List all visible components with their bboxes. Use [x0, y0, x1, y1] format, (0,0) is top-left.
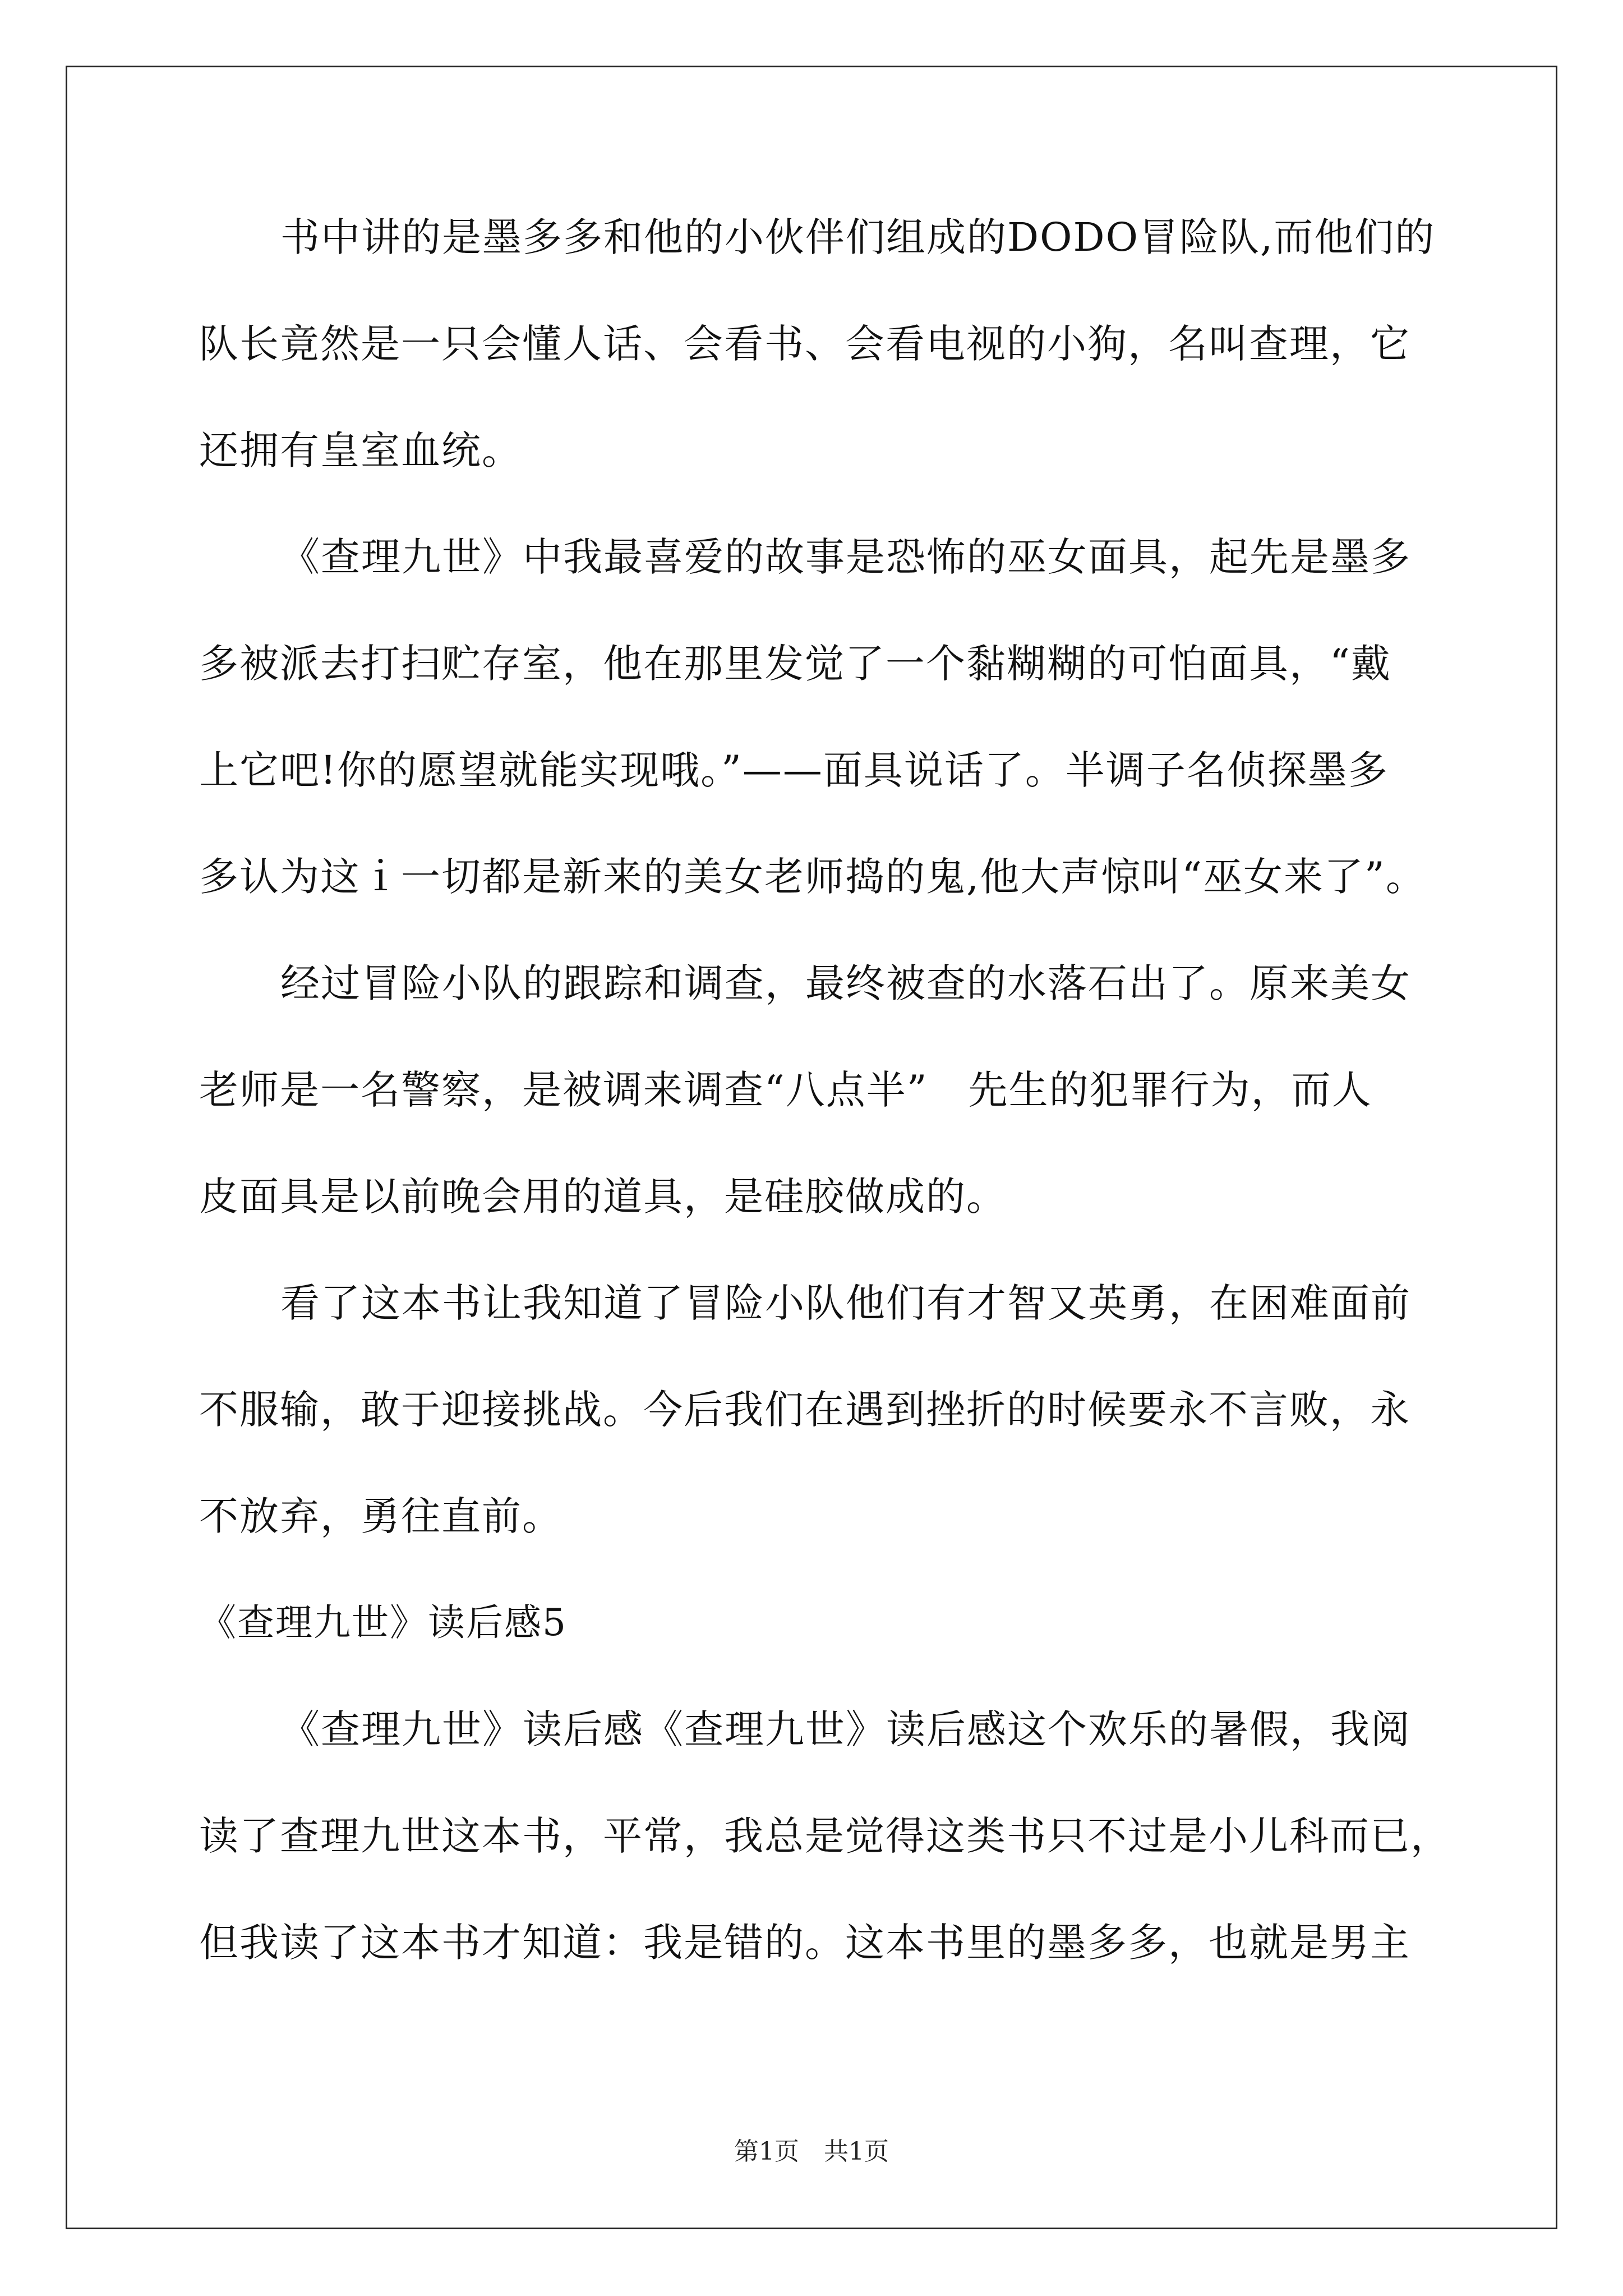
paragraph-1-line-1: 书中讲的是墨多多和他的小伙伴们组成的DODO冒险队,而他们的 — [280, 214, 1436, 260]
paragraph-5-line-2: 读了查理九世这本书，平常，我总是觉得这类书只不过是小儿科而已， — [199, 1813, 1451, 1859]
page-footer: 第1页 共1页 — [734, 2137, 889, 2166]
paragraph-4-line-3: 不放弃，勇往直前。 — [199, 1493, 562, 1539]
paragraph-5-line-3: 但我读了这本书才知道：我是错的。这本书里的墨多多，也就是男主 — [199, 1920, 1410, 1966]
page-border — [66, 66, 1557, 2229]
paragraph-2-line-1: 《查理九世》中我最喜爱的故事是恐怖的巫女面具，起先是墨多 — [280, 534, 1411, 580]
paragraph-1-line-3: 还拥有皇室血统。 — [199, 427, 522, 473]
paragraph-2-line-2: 多被派去打扫贮存室，他在那里发觉了一个黏糊糊的可怕面具，“戴 — [199, 641, 1391, 687]
paragraph-4-line-1: 看了这本书让我知道了冒险小队他们有才智又英勇，在困难面前 — [280, 1280, 1411, 1326]
paragraph-3-line-2: 老师是一名警察，是被调来调查“八点半” 先生的犯罪行为，而人 — [199, 1067, 1372, 1113]
paragraph-5-line-1: 《查理九世》读后感《查理九世》读后感这个欢乐的暑假，我阅 — [280, 1706, 1411, 1752]
paragraph-3-line-1: 经过冒险小队的跟踪和调查，最终被查的水落石出了。原来美女 — [280, 960, 1411, 1006]
paragraph-2-line-3: 上它吧!你的愿望就能实现哦。”——面具说话了。半调子名侦探墨多 — [199, 747, 1389, 793]
paragraph-1-line-2: 队长竟然是一只会懂人话、会看书、会看电视的小狗，名叫查理，它 — [199, 321, 1410, 367]
section-heading: 《查理九世》读后感5 — [199, 1601, 567, 1644]
paragraph-4-line-2: 不服输，敢于迎接挑战。今后我们在遇到挫折的时候要永不言败，永 — [199, 1387, 1410, 1433]
paragraph-2-line-4: 多认为这ｉ一切都是新来的美女老师捣的鬼,他大声惊叫“巫女来了”。 — [199, 854, 1426, 900]
paragraph-3-line-3: 皮面具是以前晚会用的道具，是硅胶做成的。 — [199, 1174, 1007, 1220]
